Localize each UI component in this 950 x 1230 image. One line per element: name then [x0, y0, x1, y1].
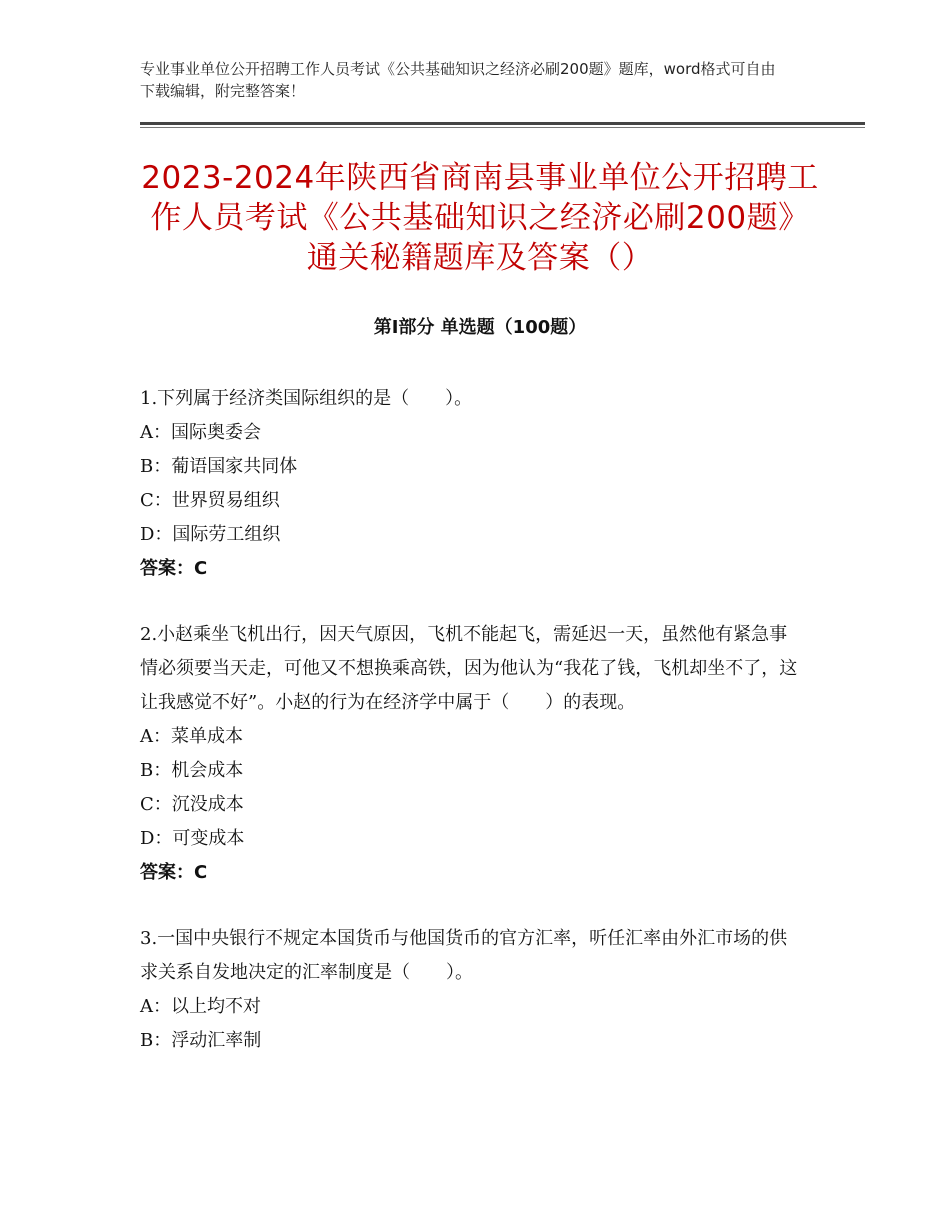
option-b: B：机会成本	[140, 760, 244, 781]
question-stem: 3.一国中央银行不规定本国货币与他国货币的官方汇率，听任汇率由外汇市场的供求关系自发地决定的汇率制度是（ ）。	[140, 928, 788, 983]
option-c: C：世界贸易组织	[140, 490, 280, 511]
header-rule-thin	[140, 127, 865, 128]
option-c: C：沉没成本	[140, 794, 244, 815]
question-1	[140, 382, 800, 586]
question-stem: 2.小赵乘坐飞机出行，因天气原因，飞机不能起飞，需延迟一天，虽然他有紧急事情必须要当天走，可他又不想换乘高铁，因为他认为“我花了钱，飞机却坐不了，这让我感觉不好”。小赵的行为在经济学中属于（ ）的表现。	[140, 624, 798, 713]
option-a: A：菜单成本	[140, 726, 243, 747]
answer-line: 答案：C	[140, 862, 208, 883]
question-2	[140, 618, 800, 890]
option-a: A：国际奥委会	[140, 422, 261, 443]
document-title: 2023-2024年陕西省商南县事业单位公开招聘工作人员考试《公共基础知识之经济必刷200题》通关秘籍题库及答案（）	[141, 160, 819, 276]
section-title: 第Ⅰ部分 单选题（100题）	[373, 317, 587, 338]
option-d: D：国际劳工组织	[140, 524, 281, 545]
option-d: D：可变成本	[140, 828, 245, 849]
question-list	[140, 382, 800, 1090]
option-b: B：葡语国家共同体	[140, 456, 298, 477]
header-rule-thick	[140, 122, 865, 125]
header-note: 专业事业单位公开招聘工作人员考试《公共基础知识之经济必刷200题》题库，word格式可自由下载编辑，附完整答案！	[140, 60, 776, 100]
answer-line: 答案：C	[140, 558, 208, 579]
option-b: B：浮动汇率制	[140, 1030, 262, 1051]
question-3	[140, 922, 800, 1058]
question-stem: 1.下列属于经济类国际组织的是（ ）。	[140, 388, 473, 409]
option-a: A：以上均不对	[140, 996, 261, 1017]
